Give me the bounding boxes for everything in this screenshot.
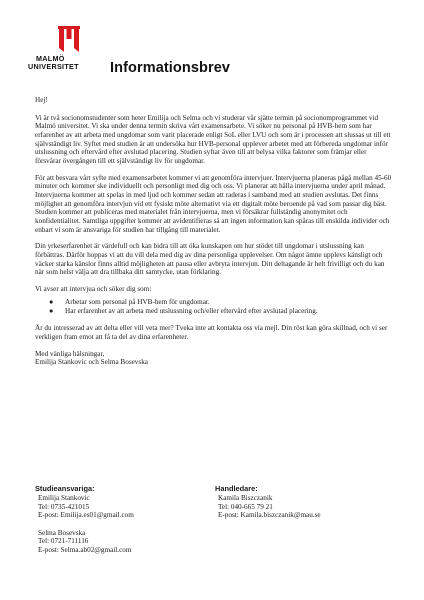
contact-email: E-post: Emilija.es01@gmail.com — [38, 511, 134, 520]
contact-phone: Tel: 0721-711116 — [38, 537, 89, 546]
criteria-list — [35, 298, 393, 316]
paragraph-closing: Är du intresserad av att delta eller vill veta mer? Tveka inte att kontakta oss via mejl. Din röst kan göra skillnad, och vi ser verkligen fram emot att få ta del av dina erfarenheter. — [35, 324, 388, 342]
paragraph-value: Din yrkeserfarenhet är värdefull och kan bidra till att öka kunskapen om hur stödet till ungdomar i utslussning kan förbättras. Därför hoppas vi att du vill dela med dig av dina personliga upplevelser. Om något ämne upplevs känsligt och väcker starka känslor finns alltid möjligheten att pausa eller avbryta intervjun. Ditt deltagande är helt frivilligt och du kan när som helst välja att dra tillbaka ditt samtycke, utan förklaring. — [35, 242, 385, 277]
contact-name: Kamila Biszczanik — [218, 494, 273, 502]
university-logo — [22, 26, 112, 71]
signoff: Med vänliga hälsningar, — [35, 349, 105, 358]
logo-text-malmo: MALMÖ — [36, 54, 65, 63]
bullet-icon: ● — [49, 298, 54, 307]
supervisor-contact — [215, 494, 395, 520]
contact-phone: Tel: 0735-421015 — [38, 502, 90, 511]
signature: Emilija Stankovic och Selma Bosevska — [35, 358, 148, 367]
contact-email: E-post: Kamila.biszczanik@mau.se — [218, 511, 321, 520]
supervisor-column — [215, 484, 395, 529]
contact-name: Selma Bosevska — [38, 528, 86, 537]
contact-name: Emilija Stankovic — [38, 494, 90, 502]
students-column — [35, 484, 215, 564]
student-contact — [35, 529, 215, 555]
paragraph-method: För att besvara vårt syfte med examensarbetet kommer vi att genomföra intervjuer. Intervjuerna planeras pågå mellan 45-60 minuter och kommer ske individuellt och personligt med dig och oss. Vi planerar att hålla intervjuerna under april månad. Intervjuerna kommer att spelas in med ljud och kommer sedan att raderas i samband med att studien avslutas. Det finns möjlighet att genomföra intervjun vid ett fysiskt möte alternativt via ett digitalt möte beroende på vad som passar dig bäst. Studien kommer att publiceras med materialet från intervjuerna, men vi försäkrar fullständig anonymitet och konfidentialitet. Samtliga uppgifter kommer att avidentifieras så att ingen information kan spåras till enskilda individer och enbart vi som är ansvariga för studien har tillgång till materialet. — [35, 173, 392, 234]
university-emblem-icon — [58, 26, 80, 52]
bullet-icon: ● — [49, 307, 54, 316]
list-item-text: Har erfarenhet av att arbeta med utslussning och/eller eftervård efter avslutad placering. — [65, 307, 318, 316]
contact-email: E-post: Selma.ab02@gmail.com — [38, 545, 132, 554]
contact-phone: Tel: 040-665 79 21 — [218, 502, 273, 511]
letter-body — [35, 96, 393, 375]
supervisor-heading: Handledare: — [215, 484, 258, 493]
paragraph-intro: Vi är två socionomstudenter som heter Emilija och Selma och vi studerar vår sjätte termin på socionomprogrammet vid Malmö universitet. Vi ska under denna termin skriva vårt examensarbete. Vi söker nu personal på HVB-hem som har erfarenhet av att arbeta med ungdomar som varit placerade enligt SoL eller LVU och som är i processen att slussas ut till ett självständigt liv. Syftet med studien är att undersöka hur HVB-personal upplever arbetet med att förbereda ungdomar inför utslussning och eftervård efter avslutad placering. Studien syftar även till att belysa vilka faktorer som främjar eller försvårar övergången till ett självständigt liv för ungdomar. — [35, 113, 391, 165]
logo-text-universitet: UNIVERSITET — [28, 62, 79, 71]
page-title: Informationsbrev — [110, 60, 231, 76]
list-item-text: Arbetar som personal på HVB-hem för ungdomar. — [65, 298, 210, 307]
students-heading: Studieansvariga: — [35, 484, 95, 493]
greeting: Hej! — [35, 96, 48, 104]
list-item — [35, 307, 393, 316]
student-contact — [35, 494, 215, 520]
paragraph-criteria-intro: Vi avser att intervjua och söker dig som: — [35, 284, 152, 293]
